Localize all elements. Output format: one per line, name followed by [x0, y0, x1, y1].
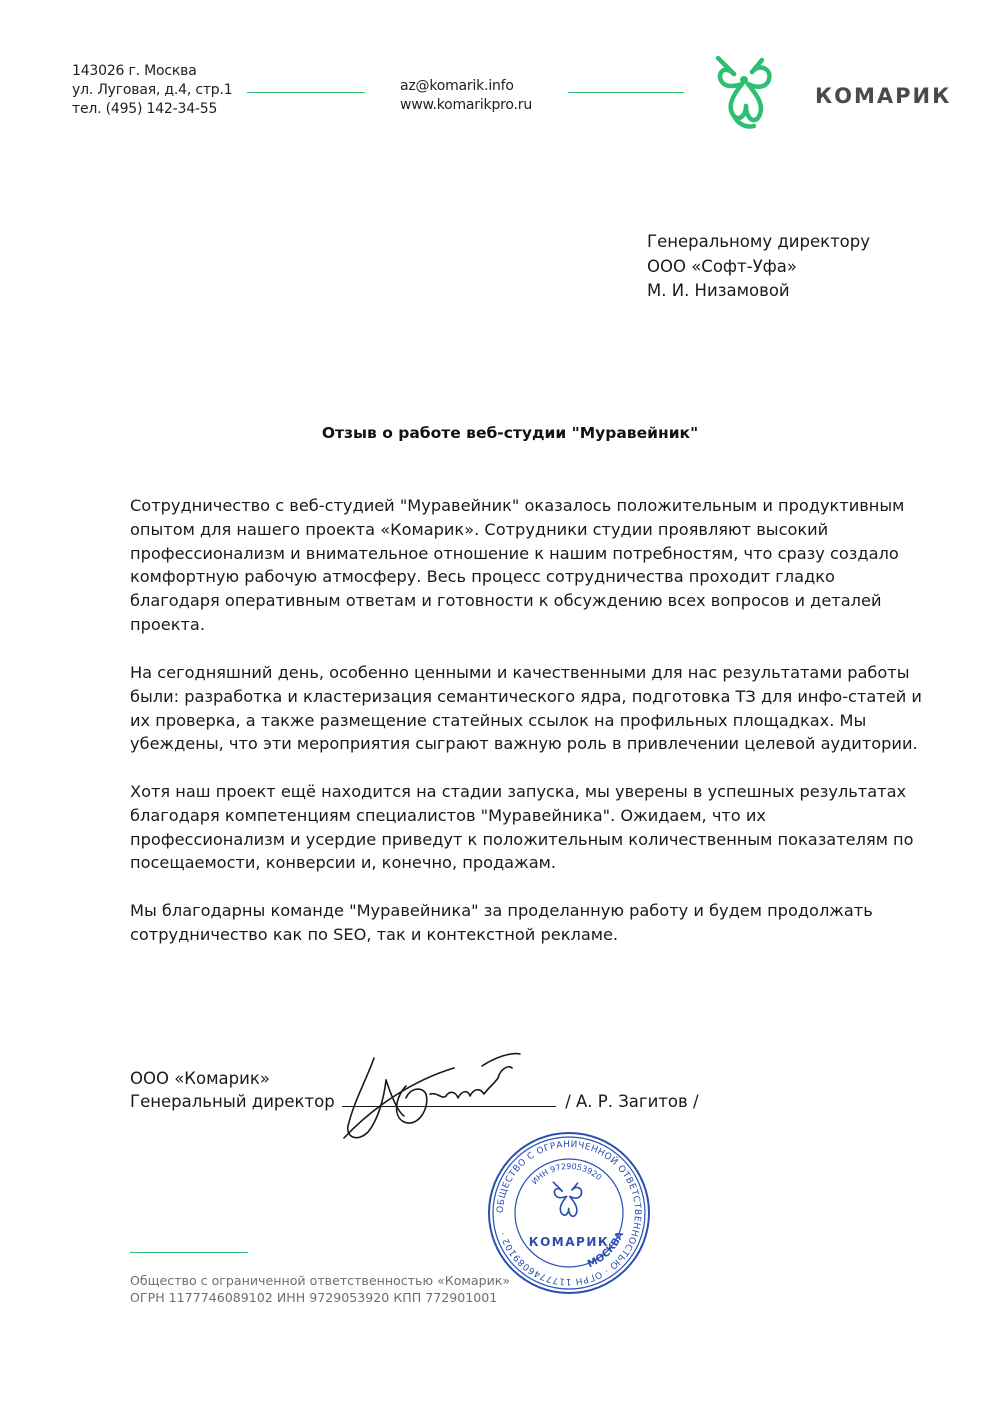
header-address: [72, 62, 232, 119]
paragraph-line: благодаря компетенциям специалистов "Муравейника". Ожидаем, что их: [130, 805, 766, 825]
body-paragraph: [130, 661, 922, 756]
paragraph-line: благодаря оперативным ответам и готовности к обсуждению всех вопросов и деталей: [130, 591, 882, 611]
email-link[interactable]: az@komarik.info: [400, 78, 514, 94]
body-paragraph: [130, 780, 914, 875]
paragraph-line: посещаемости, конверсии и, конечно, продажам.: [130, 853, 556, 873]
paragraph-line: их проверка, а также размещение статейных ссылок на профильных площадках. Мы: [130, 710, 867, 730]
body-paragraph: [130, 494, 905, 637]
paragraph-line: были: разработка и кластеризация семантического ядра, подготовка ТЗ для инфо-статей и: [130, 686, 922, 706]
recipient-line: М. И. Низамовой: [647, 281, 790, 300]
paragraph-line: опытом для нашего проекта «Комарик». Сотрудники студии проявляют высокий: [130, 519, 829, 539]
footer-company-name: Общество с ограниченной ответственностью «Комарик»: [130, 1273, 511, 1288]
stamp-ring-text: ОБЩЕСТВО С ОГРАНИЧЕННОЙ ОТВЕТСТВЕННОСТЬЮ · ОГРН 1177746089102 ·: [495, 1139, 643, 1287]
stamp-logo-icon: [553, 1182, 581, 1216]
signatory-name: / А. Р. Загитов /: [565, 1092, 699, 1111]
stamp-city-text: МОСКВА: [585, 1230, 627, 1271]
paragraph-line: проекта.: [130, 614, 205, 634]
paragraph-line: убеждены, что эти мероприятия сыграют важную роль в привлечении целевой аудитории.: [130, 734, 918, 754]
paragraph-line: сотрудничество как по SEO, так и контекстной рекламе.: [130, 924, 619, 944]
footer-requisites: [130, 1272, 510, 1306]
paragraph-line: Мы благодарны команде "Муравейника" за проделанную работу и будем продолжать: [130, 901, 873, 920]
stamp-logo-text: КОМАРИК: [528, 1235, 610, 1249]
signatory-position: Генеральный директор: [130, 1092, 335, 1111]
recipient-block: [647, 230, 870, 304]
paragraph-line: Сотрудничество с веб-студией "Муравейник" оказалось положительным и продуктивным: [130, 496, 905, 515]
stamp-inn-text: ИНН 9729053920: [529, 1161, 604, 1187]
body-paragraph: [130, 899, 900, 947]
signatory-company: ООО «Комарик»: [130, 1069, 270, 1088]
document-title: Отзыв о работе веб-студии "Муравейник": [321, 424, 699, 442]
paragraph-line: комфортную рабочую атмосферу. Весь процесс сотрудничества проходит гладко: [130, 567, 835, 587]
address-line: 143026 г. Москва: [72, 63, 197, 79]
paragraph-line: На сегодняшний день, особенно ценными и качественными для нас результатами работы: [130, 663, 910, 682]
footer-registration: ОГРН 1177746089102 ИНН 9729053920 КПП 772901001: [130, 1290, 498, 1305]
mosquito-logo-icon: [712, 54, 782, 132]
recipient-line: Генеральному директору: [647, 232, 871, 251]
header-divider: [247, 92, 365, 93]
svg-text:ИНН 9729053920: [530, 1162, 603, 1186]
header-contacts: [400, 77, 532, 115]
company-logo: [712, 54, 952, 134]
paragraph-line: профессионализм и внимательное отношение к нашим потребностям, что сразу создало: [130, 543, 899, 563]
footer-divider: [130, 1252, 248, 1253]
logo-text: КОМАРИК: [815, 84, 952, 108]
recipient-line: ООО «Софт-Уфа»: [647, 256, 797, 276]
paragraph-line: профессионализм и усердие приведут к положительным количественным показателям по: [130, 829, 914, 849]
phone-line: тел. (495) 142-34-55: [72, 101, 218, 117]
website-link[interactable]: www.komarikpro.ru: [400, 97, 532, 113]
paragraph-line: Хотя наш проект ещё находится на стадии запуска, мы уверены в успешных результатах: [130, 782, 907, 801]
address-line: ул. Луговая, д.4, стр.1: [72, 82, 233, 98]
header-divider: [568, 92, 684, 93]
